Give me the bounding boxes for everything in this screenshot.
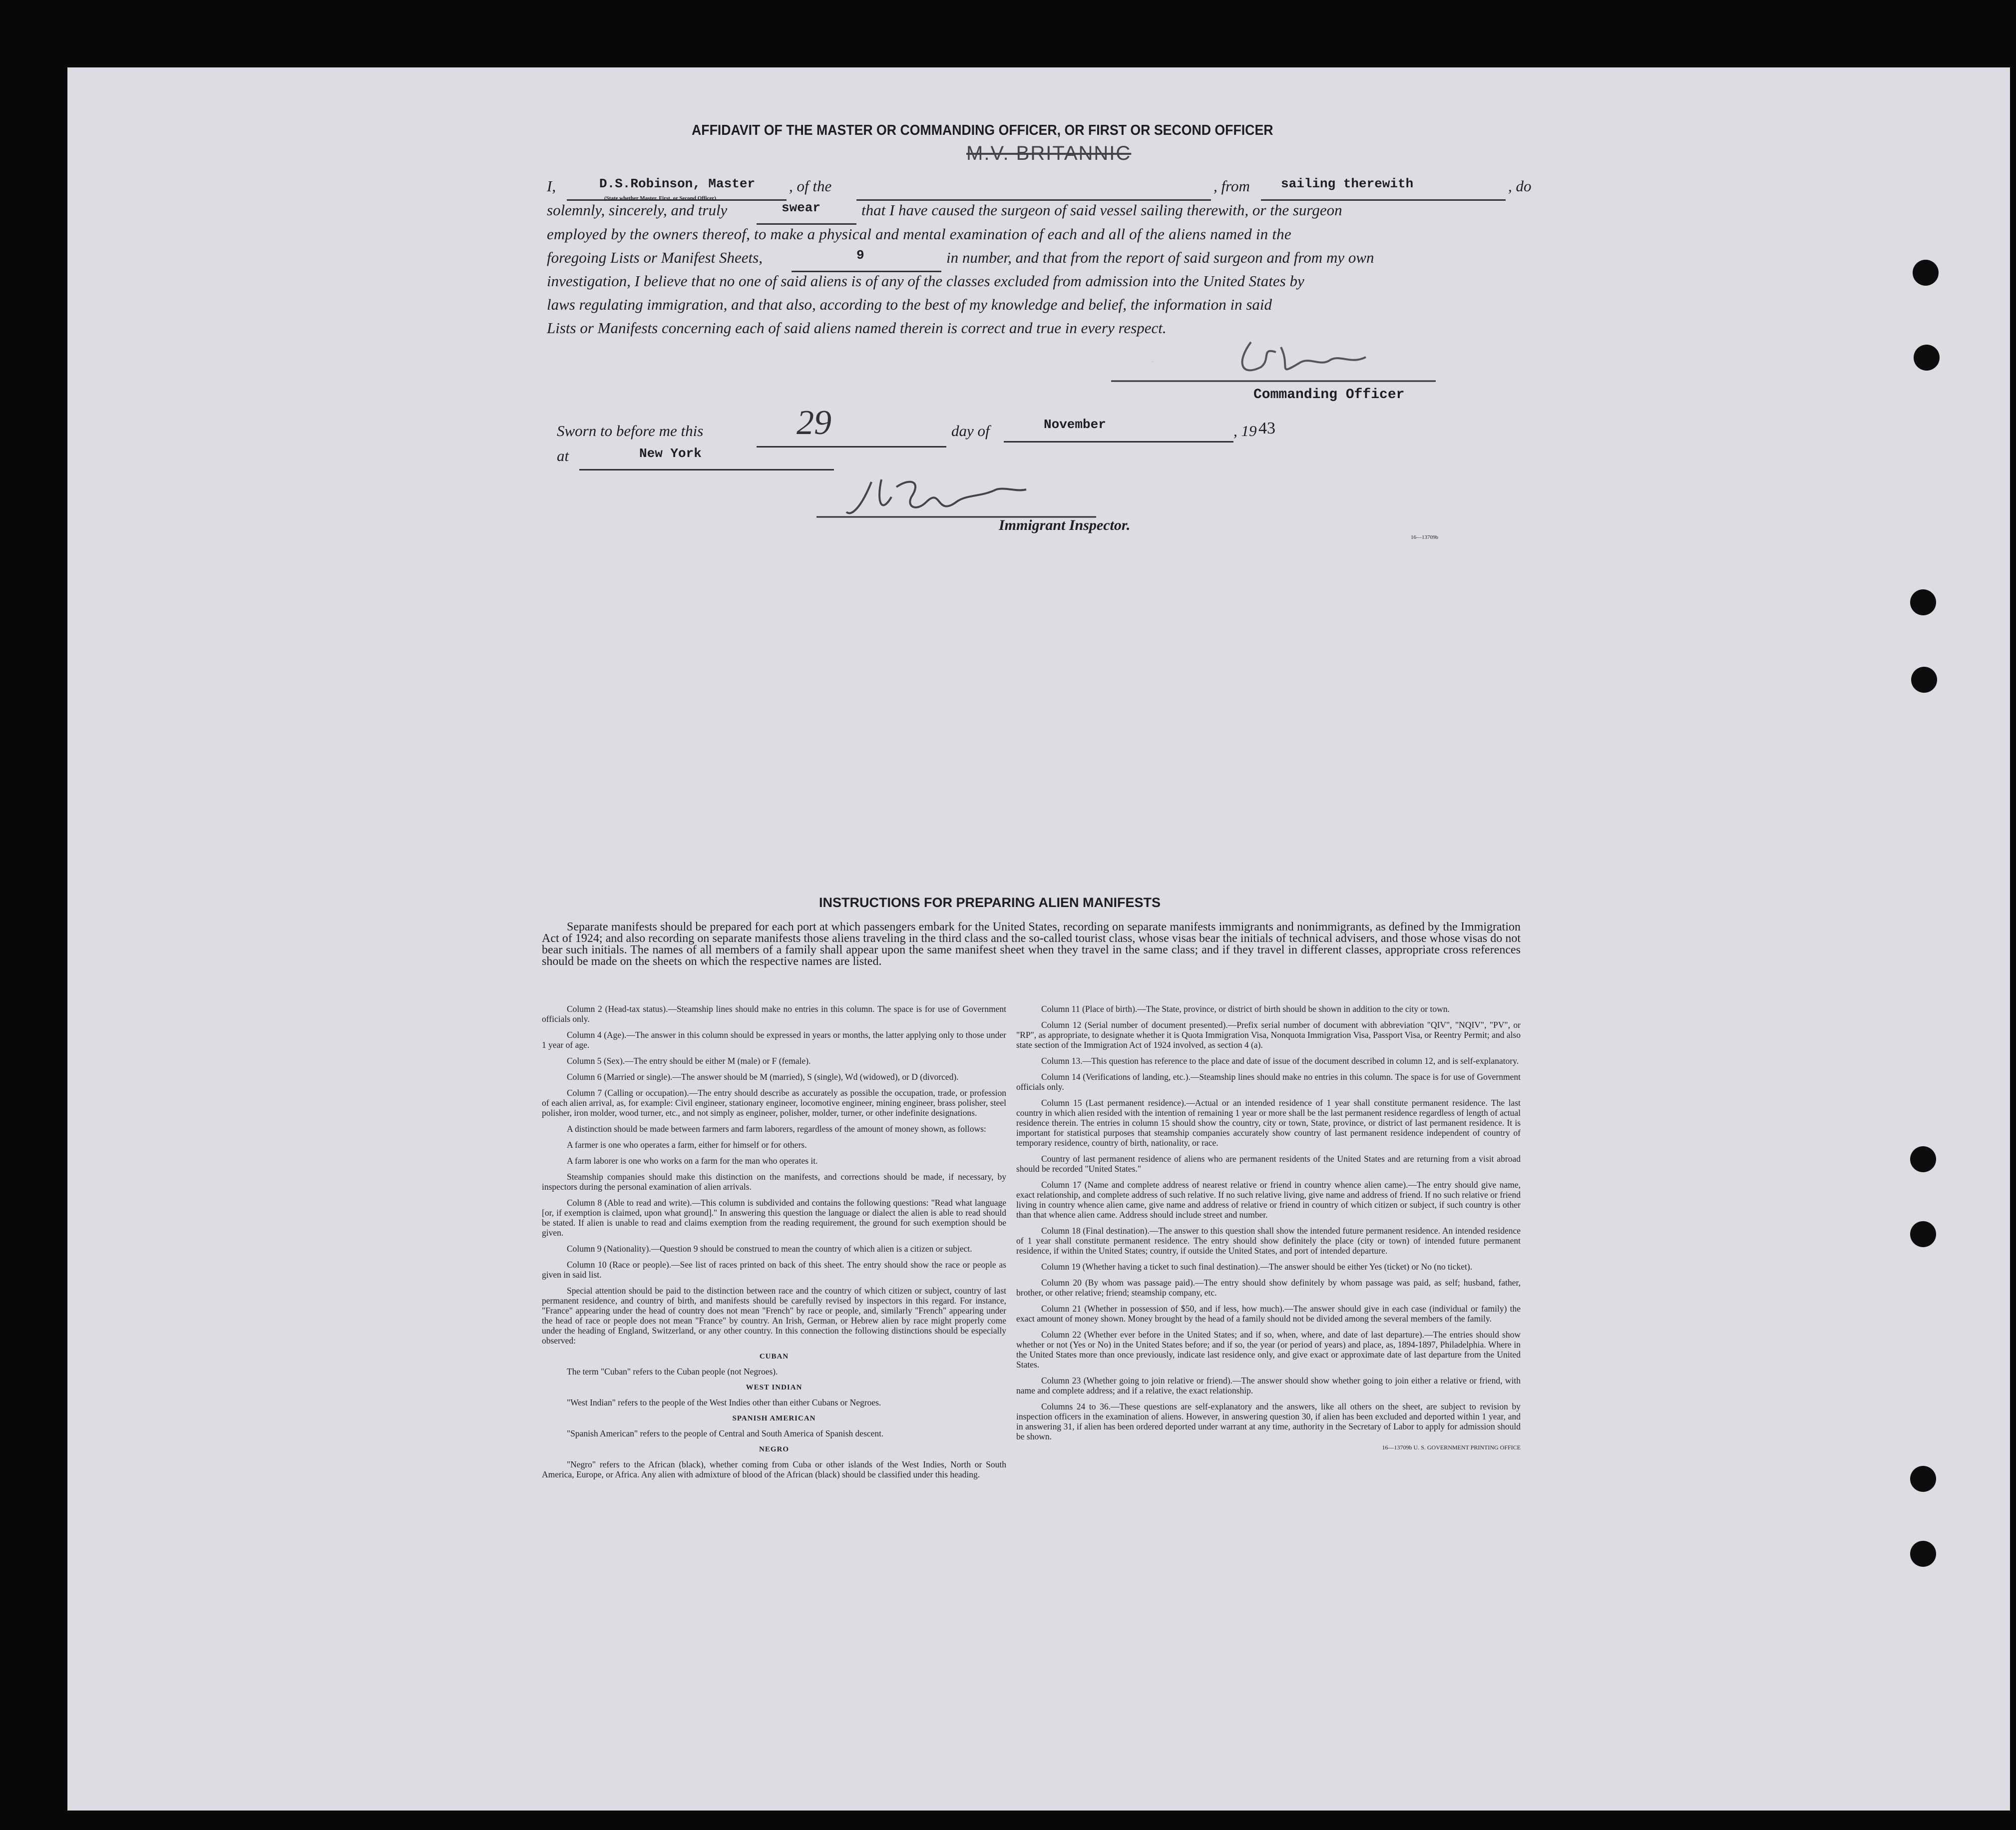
instruction-paragraph: Column 4 (Age).—The answer in this column should be expressed in years or months, the latter applying only to those under 1 year of age. [542, 1030, 1006, 1050]
ship-name: M.V. BRITANNIC [966, 142, 1132, 164]
negro-heading: NEGRO [759, 1445, 789, 1453]
day-value: 29 [797, 404, 831, 442]
instruction-paragraph: Column 10 (Race or people).—See list of races printed on back of this sheet. The entry should show the race or people as given in said list. [542, 1260, 1006, 1280]
instructions-left-column [542, 1004, 1006, 1485]
spanish-american-text: "Spanish American" refers to the people of Central and South America of Spanish descent. [567, 1428, 884, 1438]
master-signature-text: D.S.Robinson [1151, 362, 1154, 363]
manifest-sheet [67, 67, 2010, 1811]
instruction-paragraph: A distinction should be made between farmers and farm laborers, regardless of the amount of money shown, as follows: [567, 1124, 986, 1134]
instruction-paragraph: Column 13.—This question has reference to the place and date of issue of the document described in column 12, and is self-explanatory. [1041, 1056, 1519, 1066]
sheet-count-line [792, 247, 941, 272]
master-signature [1111, 332, 1436, 387]
from-line [1261, 175, 1506, 201]
instruction-paragraph: Column 5 (Sex).—The entry should be either M (male) or F (female). [567, 1056, 811, 1066]
instruction-paragraph: Column 7 (Calling or occupation).—The entry should describe as accurately as possible the occupation, trade, or profession of each alien arrival, as, for example: Civil engineer, stationary engineer, locomotive engineer, mining engineer, brass polisher, steel polisher, iron molder, wood turner, etc., and not simply as engineer, polisher, molder, turner, or other indefinite designations. [542, 1088, 1006, 1118]
instruction-paragraph: Column 15 (Last permanent residence).—Actual or an intended residence of 1 year shall constitute permanent residence. The last country in which alien resided with the intention of remaining 1 year or more shall be the last permanent residence regardless of length of actual residence therein. The entries in column 15 should show the country, city or town, State, province, or district of last permanent residence. It is important for statistical purposes that steamship companies accurately show country of last permanent residence independent of country of temporary residence, country of birth, nationality, or race. [1016, 1098, 1521, 1148]
affidavit-line-7: Lists or Manifests concerning each of said aliens named therein is correct and true in every respect. [547, 319, 1167, 337]
affidavit-line-5: investigation, I believe that no one of said aliens is of any of the classes excluded from admission into the United States by [547, 272, 1304, 290]
instructions-right-column [1016, 1004, 1521, 1452]
word-do: , do [1508, 177, 1532, 195]
year-prefix: , 19 [1233, 422, 1257, 440]
ship-line [856, 175, 1211, 201]
word-of-the: , of the [789, 177, 832, 195]
month-value: November [1044, 417, 1106, 432]
word-solemnly: solemnly, sincerely, and truly [547, 201, 728, 219]
instruction-paragraph: Special attention should be paid to the distinction between race and the country of which citizen or subject, country of last permanent residence, and country of birth, and manifests should be carefully revised by inspectors in this regard. For instance, "France" appearing under the head of country does not mean "French" by race or people, and, similarly "French" appearing under the head of race or people does not mean "France" by country. An Irish, German, or Hebrew alien by race might properly come under the heading of England, Switzerland, or any other country. In this connection the following distinctions should be especially observed: [542, 1286, 1006, 1346]
oath-word: swear [782, 200, 821, 215]
instruction-paragraph: Columns 24 to 36.—These questions are self-explanatory and the answers, like all others on the sheet, are subject to revision by inspection officers in the examination of aliens. However, in answering question 30, if alien has been excluded and deported within 1 year, and in answering 31, if alien has been ordered deported under warrant at any time, authority in the Secretary of Labor to apply for admission should be shown. [1016, 1401, 1521, 1441]
instruction-paragraph: Column 20 (By whom was passage paid).—The entry should show definitely by whom passage was paid, as self; husband, father, brother, or other relative; friend; steamship company, etc. [1016, 1278, 1521, 1298]
cuban-text: The term "Cuban" refers to the Cuban people (not Negroes). [567, 1367, 778, 1376]
form-number: 16—13709b [1411, 534, 1438, 540]
oath-line [757, 199, 856, 225]
binder-hole [1914, 345, 1940, 371]
instruction-paragraph: A farm laborer is one who works on a farm for the man who operates it. [567, 1156, 818, 1166]
instruction-paragraph: Column 22 (Whether ever before in the United States; and if so, when, where, and date of last departure).—The entries should show whether or not (Yes or No) in the United States before; and if so, the year (or period of years) and place, as, 1894-1897, Philadelphia. Where in the United States more than once previously, indicate last residence only, and give exact or approximate date of last departure from the United States. [1016, 1330, 1521, 1370]
word-foregoing: foregoing Lists or Manifest Sheets, [547, 249, 763, 266]
place-value: New York [639, 446, 702, 461]
day-of: day of [951, 422, 990, 440]
cuban-heading: CUBAN [759, 1353, 789, 1361]
binder-hole [1913, 260, 1939, 286]
year-value: 43 [1258, 419, 1275, 438]
binder-hole [1910, 1146, 1936, 1172]
instructions-intro: Separate manifests should be prepared for each port at which passengers embark for the United States, recording on separate manifests immigrants and nonimmigrants, as defined by the Immigration Act of 1924; and also recording on separate manifests those aliens traveling in the third class and the so-called tourist class, whose visas bear the initials of technical advisers, and those whose visas do not bear such initials. The names of all members of a family shall appear upon the same manifest sheet when they travel in the same class; and if they travel in different classes, appropriate cross references should be made on the sheets on which the respective names are listed. [542, 920, 1521, 968]
west-indian-heading: WEST INDIAN [746, 1383, 803, 1391]
instruction-paragraph: Column 12 (Serial number of document presented).—Prefix serial number of document with abbreviation "QIV", "NQIV", "PV", or "RP", as appropriate, to designate whether it is Quota Immigration Visa, Nonquota Immigration Visa, Passport Visa, or Reentry Permit; and also state section of the Immigration Act of 1924 involved, as section 4 (a). [1016, 1020, 1521, 1050]
instruction-paragraph: Column 8 (Able to read and write).—This column is subdivided and contains the following questions: "Read what language [or, if exemption is claimed, upon what ground]." In answering this question the language or dialect the alien is able to read should be stated. If alien is unable to read and claims exemption from the reading requirement, the ground for such exemption should be given. [542, 1198, 1006, 1238]
instruction-paragraph: Column 9 (Nationality).—Question 9 should be construed to mean the country of which alien is a citizen or subject. [567, 1244, 972, 1254]
state-note: (State whether Master, First, or Second Officer) [604, 195, 717, 201]
sworn-label: Sworn to before me this [557, 422, 704, 440]
instruction-paragraph: Column 23 (Whether going to join relative or friend).—The answer should show whether going to join either a relative or friend, with name and complete address; and if a relative, the exact relationship. [1016, 1375, 1521, 1395]
sheet-count: 9 [856, 248, 864, 263]
from-value: sailing therewith [1281, 176, 1414, 191]
instruction-paragraph: Steamship companies should make this distinction on the manifests, and corrections should be made, if necessary, by inspectors during the personal examination of alien arrivals. [542, 1172, 1006, 1192]
inspector-title: Immigrant Inspector. [999, 517, 1131, 533]
inspector-signature [816, 467, 1096, 522]
west-indian-text: "West Indian" refers to the people of the West Indies other than either Cubans or Negroes. [567, 1397, 881, 1407]
affidavit-line-3: employed by the owners thereof, to make a physical and mental examination of each and all of the aliens named in the [547, 225, 1291, 243]
word-from: , from [1213, 177, 1250, 195]
affidavit-line-6: laws regulating immigration, and that also, according to the best of my knowledge and belief, the information in said [547, 296, 1272, 313]
word-that: that I have caused the surgeon of said vessel sailing therewith, or the surgeon [861, 201, 1342, 219]
instruction-paragraph: Column 14 (Verifications of landing, etc.).—Steamship lines should make no entries in this column. The space is for use of Government officials only. [1016, 1072, 1521, 1092]
binder-hole [1911, 667, 1937, 693]
instruction-paragraph: Column 21 (Whether in possession of $50, and if less, how much).—The answer should give in each case (individual or family) the exact amount of money shown. Money brought by the head of a family should not be divided among the several members of the family. [1016, 1304, 1521, 1324]
binder-hole [1910, 1466, 1936, 1492]
place-line [579, 445, 834, 470]
instructions-title: INSTRUCTIONS FOR PREPARING ALIEN MANIFESTS [819, 895, 1161, 910]
affidavit-title: AFFIDAVIT OF THE MASTER OR COMMANDING OFFICER, OR FIRST OR SECOND OFFICER [692, 122, 1273, 138]
binder-hole [1910, 1221, 1936, 1247]
at-label: at [557, 447, 569, 464]
instruction-paragraph: Column 6 (Married or single).—The answer should be M (married), S (single), Wd (widowed), or D (divorced). [567, 1072, 959, 1082]
instruction-paragraph: Column 11 (Place of birth).—The State, province, or district of birth should be shown in addition to the city or town. [1041, 1004, 1450, 1014]
binder-hole [1910, 1541, 1936, 1567]
day-line [757, 404, 946, 448]
word-i: I, [547, 177, 556, 195]
instruction-paragraph: Column 17 (Name and complete address of nearest relative or friend in country whence alien came).—The entry should give name, exact relationship, and complete address of such relative. If no such relative living, give name and address of friend. If no such relative or friend living in country whence alien came, give name and address of relative or friend in country of which citizen or subject, if such country is other than that whence alien came. Address should include street and number. [1016, 1180, 1521, 1220]
instruction-paragraph: Column 2 (Head-tax status).—Steamship lines should make no entries in this column. The space is for use of Government officials only. [542, 1004, 1006, 1024]
printing-office-footer: 16—13709b U. S. GOVERNMENT PRINTING OFFICE [1382, 1444, 1521, 1451]
negro-text: "Negro" refers to the African (black), whether coming from Cuba or other islands of the West Indies, North or South America, Europe, or Africa. Any alien with admixture of blood of the African (black) should be classified under this heading. [542, 1459, 1006, 1479]
signer-title: Commanding Officer [1253, 387, 1405, 403]
month-line [1004, 417, 1233, 443]
instruction-paragraph: A farmer is one who operates a farm, either for himself or for others. [567, 1140, 807, 1150]
instruction-paragraph: Column 19 (Whether having a ticket to such final destination).—The answer should be either Yes (ticket) or No (no ticket). [1041, 1262, 1473, 1272]
instruction-paragraph: Country of last permanent residence of aliens who are permanent residents of the United States and are returning from a visit abroad should be recorded "United States." [1016, 1154, 1521, 1174]
word-in-number: in number, and that from the report of said surgeon and from my own [946, 249, 1374, 266]
spanish-american-heading: SPANISH AMERICAN [732, 1414, 816, 1422]
master-name: D.S.Robinson, Master [599, 176, 756, 191]
instruction-paragraph: Column 18 (Final destination).—The answer to this question shall show the intended future permanent residence. An intended residence of 1 year shall constitute permanent residence. The entry should show definitely the place (city or town) of intended future permanent residence, if within the United States; country, if outside the United States, and port of intended departure. [1016, 1226, 1521, 1256]
binder-hole [1910, 589, 1936, 615]
